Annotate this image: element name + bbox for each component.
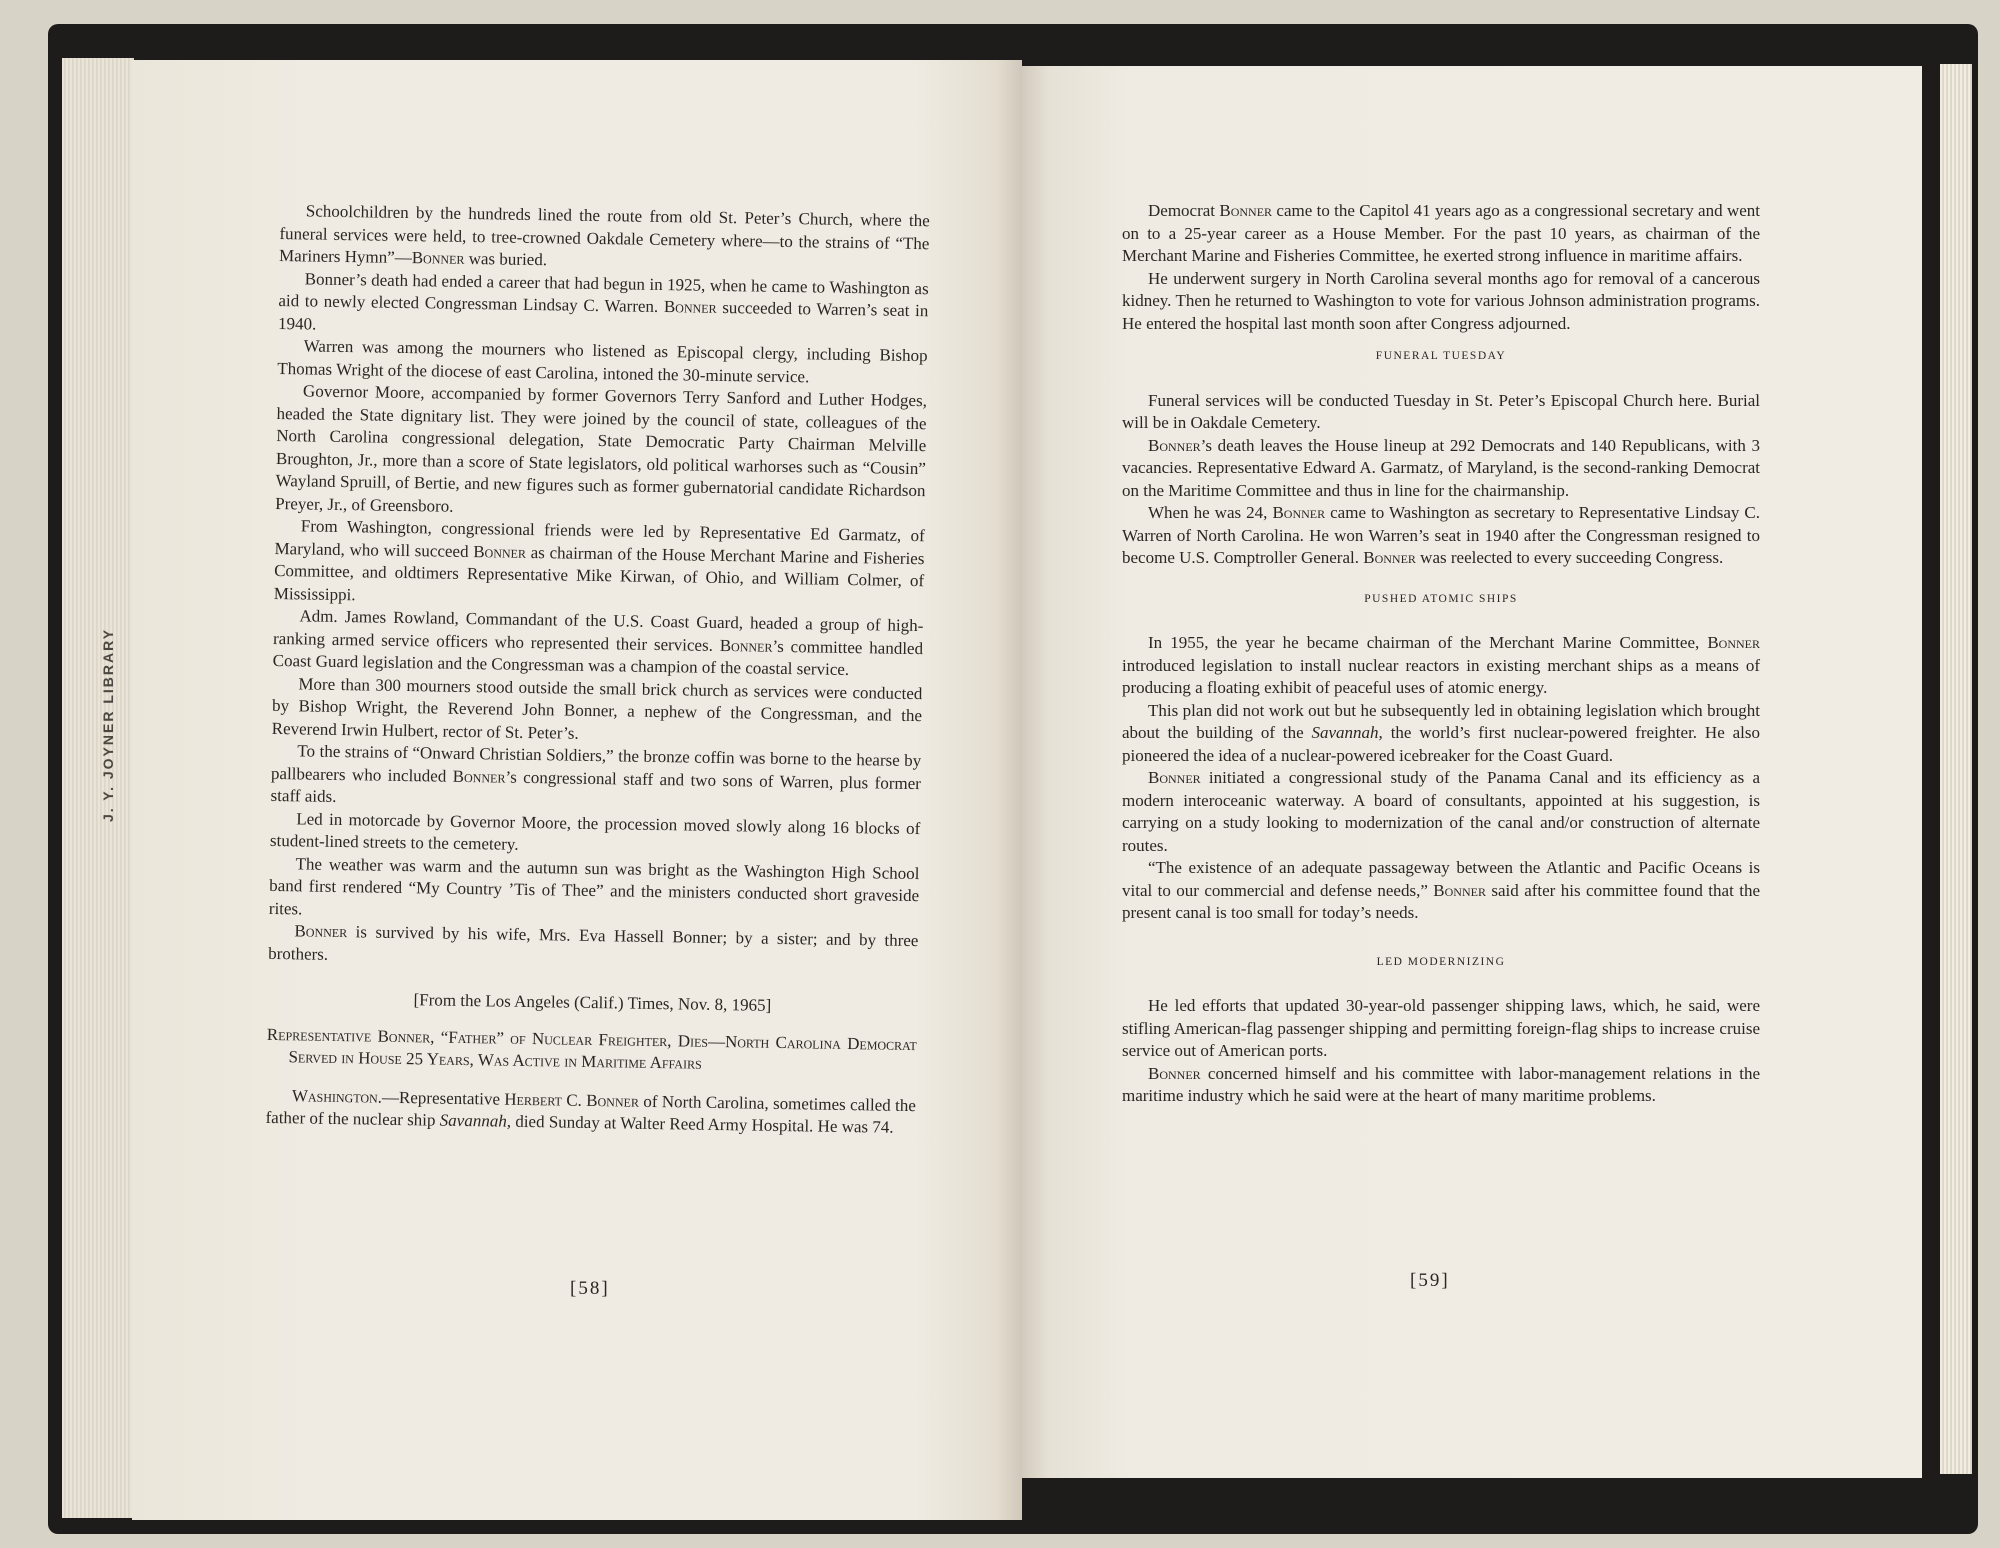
paragraph: Governor Moore, accompanied by former Governors Terry Sanford and Luther Hodges, headed the State dignitary list. They were joined by the council of state, colleagues of the North Carolina congressional delegation, State Democratic Party Chairman Melville Broughton, Jr., more than a score of State legislators, old political warhorses such as “Cousin” Wayland Spruill, of Bertie, and new figures such as former gubernatorial candidate Richardson Preyer, Jr., of Greensboro. [275, 381, 928, 516]
paragraph: Led in motorcade by Governor Moore, the procession moved slowly along 16 blocks of student-lined streets to the cemetery. [269, 808, 921, 854]
section-heading: PUSHED ATOMIC SHIPS [1364, 592, 1518, 605]
right-page-text [1122, 200, 1760, 1108]
page-edges-right [1940, 64, 1972, 1474]
section-heading: FUNERAL TUESDAY [1375, 350, 1507, 362]
library-stamp: J. Y. JOYNER LIBRARY [100, 627, 116, 823]
paragraph-text: Bonner’s death had ended a career that had begun in 1925, when he came to Washington as aid to newly elected Congressman Lindsay C. Warren. [278, 268, 929, 317]
article-headline: Representative Bonner, “Father” of Nuclear Freighter, Dies—North Carolina Democrat Served in House 25 Years, Was Active in Maritime Affairs [266, 1024, 917, 1073]
paragraph: Bonner initiated a congressional study of the Panama Canal and its efficiency as a modern interoceanic waterway. A board of consultants, appointed at his suggestion, is carrying on a study looking to modernization of the canal and/or construction of alternate routes. [1122, 768, 1760, 855]
paragraph: Funeral services will be conducted Tuesday in St. Peter’s Episcopal Church here. Burial will be in Oakdale Cemetery. [1122, 390, 1760, 432]
source-citation: [From the Los Angeles (Calif.) Times, Nov. 8, 1965] [413, 990, 772, 1015]
paragraph: Democrat Bonner came to the Capitol 41 years ago as a congressional secretary and went on to a 25-year career as a House Member. For the past 10 years, as chairman of the Merchant Marine and Fisheries Committee, he exerted strong influence in maritime affairs. [1122, 201, 1760, 265]
paragraph: “The existence of an adequate passageway between the Atlantic and Pacific Oceans is vital to our commercial and defense needs,” Bonner said after his committee found that the present canal is too small for today’s needs. [1122, 858, 1760, 922]
paragraph: Bonner is survived by his wife, Mrs. Eva Hassell Bonner; by a sister; and by three brothers. [268, 921, 919, 964]
paragraph: He led efforts that updated 30-year-old passenger shipping laws, which, he said, were stifling American-flag passenger shipping and permitting foreign-flag ships to increase cruise service out of American ports. [1122, 996, 1760, 1060]
paragraph: Bonner concerned himself and his committee with labor-management relations in the maritime industry which he said were at the heart of many maritime problems. [1122, 1063, 1760, 1105]
paragraph: Warren was among the mourners who listened as Episcopal clergy, including Bishop Thomas Wright of the diocese of east Carolina, intoned the 30-minute service. [277, 336, 928, 386]
paragraph: Bonner’s death had ended a career that had begun in 1925, when he came to Washington as aid to newly elected Congressman Lindsay C. Warren. Bonner succeeded to Warren’s seat in 1940. [277, 268, 929, 334]
paragraph: Schoolchildren by the hundreds lined the route from old St. Peter’s Church, where the funeral services were held, to tree-crowned Oakdale Cemetery where—to the strains of “The Mariners Hymn”—Bonner was buried. [278, 201, 930, 270]
paragraph: The weather was warm and the autumn sun was bright as the Washington High School band first rendered “My Country ’Tis of Thee” and the ministers conducted short graveside rites. [268, 853, 920, 918]
section-heading: LED MODERNIZING [1376, 955, 1506, 968]
paragraph: Adm. James Rowland, Commandant of the U.S. Coast Guard, headed a group of high-ranking armed service officers who represented their services. Bonner’s committee handled Coast Guard legislation and the Congressman was a champion of the coastal service. [272, 606, 924, 679]
paragraph: Washington.—Representative Herbert C. Bonner of North Carolina, sometimes called the father of the nuclear ship Savannah, died Sunday at Walter Reed Army Hospital. He was 74. [265, 1085, 916, 1137]
page-number-left: [58] [570, 1278, 610, 1299]
left-page-text [265, 200, 930, 1140]
paragraph: In 1955, the year he became chairman of the Merchant Marine Committee, Bonner introduced legislation to install nuclear reactors in existing merchant ships as a means of producing a floating exhibit of peaceful uses of atomic energy. [1122, 633, 1760, 697]
paragraph: To the strains of “Onward Christian Soldiers,” the bronze coffin was borne to the hearse by pallbearers who included Bonner’s congressional staff and two sons of Warren, plus former staff aids. [270, 741, 922, 806]
paragraph: This plan did not work out but he subsequently led in obtaining legislation which brought about the building of the Savannah, the world’s first nuclear-powered freighter. He also pioneered the idea of a nuclear-powered icebreaker for the Coast Guard. [1122, 700, 1760, 765]
paragraph: He underwent surgery in North Carolina several months ago for removal of a cancerous kidney. Then he returned to Washington to vote for various Johnson administration programs. He entered the hospital last month soon after Congress adjourned. [1122, 268, 1760, 333]
paragraph: Bonner’s death leaves the House lineup at 292 Democrats and 140 Republicans, with 3 vacancies. Representative Edward A. Garmatz, of Maryland, is the second-ranking Democrat on the Maritime Committee and thus in line for the chairmanship. [1122, 435, 1760, 500]
paragraph: More than 300 mourners stood outside the small brick church as services were conducted by Bishop Wright, the Reverend John Bonner, a nephew of the Congressman, and the Reverend Irwin Hulbert, rector of St. Peter’s. [271, 673, 923, 743]
page-number-right: [59] [1410, 1270, 1450, 1291]
paragraph: When he was 24, Bonner came to Washington as secretary to Representative Lindsay C. Warren of North Carolina. He won Warren’s seat in 1940 after the Congressman resigned to become U.S. Comptroller General. Bonner was reelected to every succeeding Congress. [1122, 503, 1761, 567]
paragraph: From Washington, congressional friends were led by Representative Ed Garmatz, of Maryland, who will succeed Bonner as chairman of the House Merchant Marine and Fisheries Committee, and oldtimers Representative Mike Kirwan, of Ohio, and William Colmer, of Mississippi. [273, 516, 925, 604]
